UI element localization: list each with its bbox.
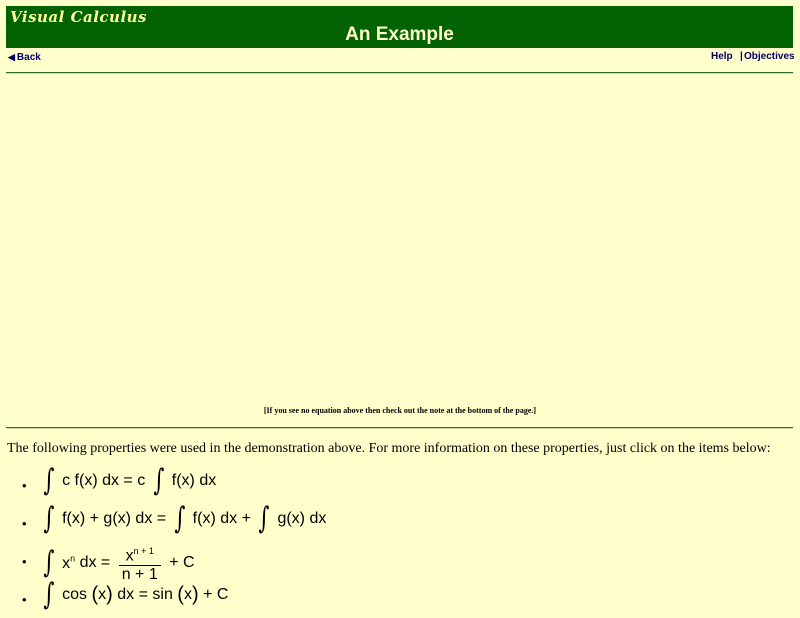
bullet-icon: •	[22, 592, 27, 607]
divider-top	[6, 72, 793, 74]
property-text	[62, 555, 75, 572]
property-text: c f(x) dx = c	[62, 472, 146, 489]
power-exponent: n	[70, 553, 76, 564]
integral-sign-icon: ∫	[43, 577, 55, 612]
objectives-link[interactable]: Objectives	[744, 51, 795, 62]
integral-sign-icon: ∫	[258, 501, 270, 536]
property-sum-rule[interactable]	[0, 501, 327, 542]
integral-sign-icon: ∫	[173, 501, 185, 536]
equation-applet-area	[6, 76, 793, 396]
integral-sign-icon: ∫	[43, 501, 55, 536]
back-link[interactable]	[8, 52, 41, 63]
numerator-exponent: n + 1	[133, 546, 154, 556]
intro-text: The following properties were used in the demonstration above. For more information on these properties, just click on the items below:	[7, 441, 771, 456]
property-text: f(x) dx +	[192, 510, 251, 527]
help-link[interactable]: Help	[711, 51, 733, 62]
header-banner	[6, 6, 793, 48]
integral-sign-icon: ∫	[153, 463, 164, 498]
property-text: + C	[203, 586, 229, 603]
fraction-denominator: n + 1	[121, 566, 158, 584]
right-paren: )	[191, 583, 199, 606]
property-text: f(x) dx	[171, 472, 217, 489]
left-paren: (	[177, 583, 184, 606]
applet-note: [If you see no equation above then check out the note at the bottom of the page.]	[263, 406, 537, 415]
property-power-rule[interactable]	[0, 542, 326, 584]
property-cosine-rule[interactable]	[0, 577, 326, 618]
fraction-numerator	[119, 542, 161, 566]
back-label: Back	[16, 52, 41, 63]
property-text: dx =	[79, 554, 111, 572]
left-triangle-icon: ◀	[8, 52, 15, 62]
bullet-icon: •	[22, 516, 27, 531]
property-text: f(x) + g(x) dx =	[62, 510, 167, 527]
property-constant-multiple[interactable]	[0, 463, 326, 504]
integral-sign-icon: ∫	[43, 545, 55, 581]
function-argument: x	[98, 586, 107, 603]
property-text: + C	[169, 554, 195, 572]
numerator-base: x	[125, 547, 134, 565]
power-base: x	[62, 554, 71, 572]
fraction	[119, 542, 161, 584]
property-text: dx = sin	[117, 586, 173, 603]
property-text: g(x) dx	[277, 510, 327, 527]
properties-list	[0, 463, 327, 618]
nav-separator: |	[740, 51, 743, 62]
left-paren: (	[91, 583, 99, 606]
page-title: An Example	[345, 24, 454, 45]
applet-placeholder	[386, 226, 414, 236]
property-text: cos	[62, 586, 87, 603]
function-argument: x	[183, 586, 192, 603]
right-paren: )	[106, 583, 113, 606]
bullet-icon: •	[22, 478, 27, 493]
integral-sign-icon: ∫	[43, 463, 55, 498]
site-logo: Visual Calculus	[10, 8, 148, 26]
bullet-icon: •	[22, 554, 27, 569]
divider-bottom	[6, 427, 793, 429]
